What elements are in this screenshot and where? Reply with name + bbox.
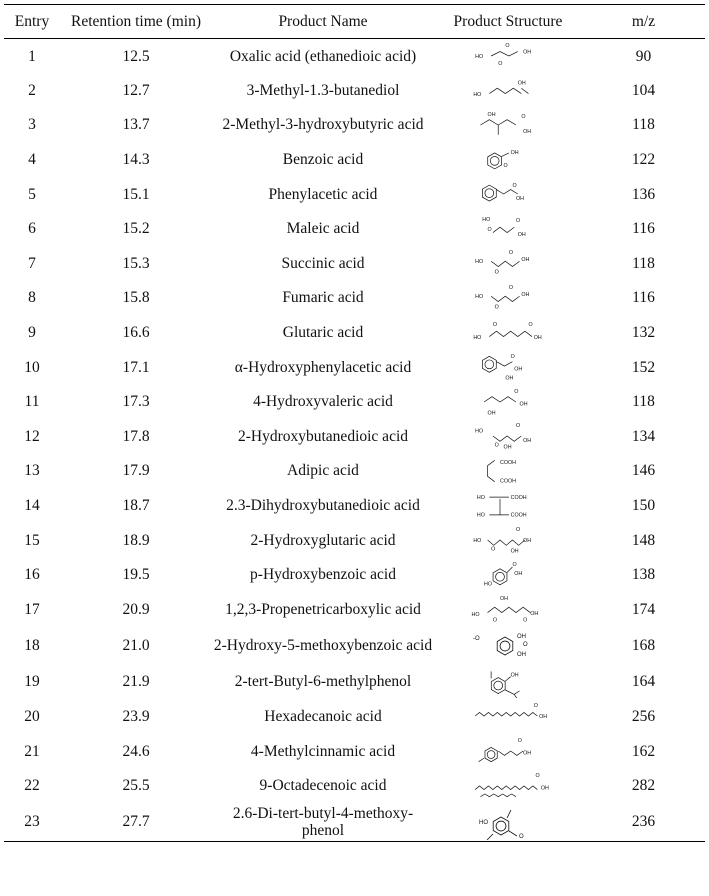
svg-text:OH: OH bbox=[533, 334, 542, 341]
retention-time-cell: 15.3 bbox=[122, 254, 150, 272]
svg-text:OH: OH bbox=[510, 548, 519, 555]
product-structure-cell bbox=[434, 73, 582, 108]
svg-text:OH: OH bbox=[510, 672, 519, 679]
mz-cell: 118 bbox=[632, 393, 655, 411]
alpha-hydroxyphenylacetic-acid-structure bbox=[463, 351, 553, 383]
svg-text:COOH: COOH bbox=[510, 494, 527, 501]
retention-time-cell: 13.7 bbox=[122, 116, 150, 134]
product-structure-cell bbox=[434, 419, 582, 454]
retention-time-cell: 21.0 bbox=[122, 637, 150, 655]
product-name-cell: Hexadecanoic acid bbox=[264, 707, 382, 725]
product-name-cell: 4-Hydroxyvaleric acid bbox=[253, 393, 393, 411]
product-structure-cell bbox=[434, 768, 582, 803]
product-name-cell: 3-Methyl-1.3-butanediol bbox=[246, 81, 400, 99]
header-product-name: Product Name bbox=[212, 5, 434, 39]
svg-text:OH: OH bbox=[487, 112, 496, 119]
svg-text:O: O bbox=[494, 270, 499, 277]
table-row bbox=[4, 73, 705, 108]
retention-time-cell: 16.6 bbox=[122, 324, 150, 342]
svg-text:HO: HO bbox=[475, 53, 484, 60]
entry-cell: 21 bbox=[24, 742, 40, 760]
svg-text:O: O bbox=[494, 442, 499, 449]
mz-cell: 122 bbox=[631, 151, 656, 169]
2-methyl-3-hydroxybutyric-acid-structure bbox=[463, 109, 553, 141]
svg-text:O: O bbox=[516, 527, 521, 534]
svg-text:OH: OH bbox=[539, 714, 548, 721]
svg-text:HO: HO bbox=[475, 259, 484, 266]
svg-text:OH: OH bbox=[505, 375, 514, 382]
product-name-cell: Oxalic acid (ethanedioic acid) bbox=[229, 47, 417, 65]
retention-time-cell: 27.7 bbox=[60, 803, 212, 842]
entry-cell: 12 bbox=[24, 427, 40, 445]
product-structure-cell bbox=[434, 592, 582, 627]
product-name-cell: Fumaric acid bbox=[282, 289, 364, 307]
retention-time-cell: 14.3 bbox=[122, 151, 150, 169]
product-table bbox=[4, 4, 705, 842]
product-structure-cell bbox=[434, 488, 582, 523]
3-methyl-1-3-butanediol-structure bbox=[463, 74, 553, 106]
svg-text:COOH: COOH bbox=[510, 512, 527, 519]
mz-cell: 104 bbox=[631, 81, 656, 99]
svg-text:O: O bbox=[508, 285, 514, 292]
header-mz: m/z bbox=[582, 5, 705, 39]
product-structure-cell bbox=[434, 246, 582, 281]
svg-text:O: O bbox=[498, 60, 503, 67]
entry-cell: 20 bbox=[24, 707, 40, 725]
table-row bbox=[4, 108, 705, 143]
entry-cell: 7 bbox=[28, 254, 36, 272]
svg-text:OH: OH bbox=[530, 611, 539, 618]
table-row bbox=[4, 627, 705, 665]
svg-text:O: O bbox=[516, 423, 521, 430]
mz-cell: 90 bbox=[635, 47, 652, 65]
table-row bbox=[4, 39, 705, 74]
svg-text:O: O bbox=[505, 43, 510, 50]
entry-cell: 3 bbox=[28, 116, 36, 134]
2-hydroxyglutaric-acid-structure bbox=[463, 524, 553, 556]
entry-cell: 11 bbox=[24, 393, 40, 411]
svg-text:OH: OH bbox=[523, 438, 532, 445]
svg-text:O: O bbox=[494, 304, 499, 311]
retention-time-cell: 12.5 bbox=[122, 47, 150, 65]
svg-text:OH: OH bbox=[519, 401, 528, 408]
table-row bbox=[4, 734, 705, 769]
table-row bbox=[4, 384, 705, 419]
svg-text:OH: OH bbox=[523, 128, 532, 135]
svg-text:O: O bbox=[508, 250, 514, 257]
product-structure-cell bbox=[434, 803, 582, 842]
product-name-cell: 2-Hydroxybutanedioic acid bbox=[237, 427, 408, 445]
mz-cell: 164 bbox=[631, 673, 656, 691]
mz-cell: 118 bbox=[632, 254, 655, 272]
svg-text:OH: OH bbox=[523, 49, 532, 56]
product-structure-cell bbox=[434, 523, 582, 558]
product-structure-cell bbox=[434, 627, 582, 665]
table-row bbox=[4, 281, 705, 316]
svg-text:O: O bbox=[521, 113, 526, 120]
svg-text:OH: OH bbox=[503, 444, 512, 451]
svg-text:HO: HO bbox=[475, 293, 484, 300]
svg-text:OH: OH bbox=[523, 750, 532, 757]
svg-text:O: O bbox=[523, 617, 528, 624]
retention-time-cell: 17.9 bbox=[122, 462, 150, 480]
entry-cell: 8 bbox=[28, 289, 36, 307]
product-name-cell: 9-Octadecenoic acid bbox=[259, 777, 387, 795]
product-structure-cell bbox=[434, 108, 582, 143]
product-name-cell: Phenylacetic acid bbox=[268, 185, 378, 203]
product-name-cell: 2.6-Di-tert-butyl-4-methoxy-phenol bbox=[212, 803, 434, 842]
table-body bbox=[4, 39, 705, 842]
mz-cell: 116 bbox=[632, 220, 655, 238]
entry-cell: 2 bbox=[28, 81, 36, 99]
product-structure-cell bbox=[434, 454, 582, 489]
entry-cell: 18 bbox=[24, 637, 40, 655]
product-name-cell: 2-Hydroxy-5-methoxybenzoic acid bbox=[213, 637, 433, 655]
2-tert-butyl-6-methylphenol-structure bbox=[463, 666, 553, 698]
product-name-cell: Maleic acid bbox=[286, 220, 360, 238]
svg-text:HO: HO bbox=[484, 581, 492, 588]
entry-cell: 16 bbox=[24, 566, 40, 584]
svg-text:HO: HO bbox=[482, 216, 491, 223]
product-name-cell: Succinic acid bbox=[281, 254, 365, 272]
svg-text:HO: HO bbox=[471, 612, 480, 619]
svg-text:OH: OH bbox=[500, 596, 508, 603]
4-hydroxyvaleric-acid-structure bbox=[463, 386, 553, 418]
retention-time-cell: 15.1 bbox=[122, 185, 150, 203]
retention-time-cell: 17.1 bbox=[122, 358, 150, 376]
mz-cell: 174 bbox=[631, 600, 656, 618]
mz-cell: 138 bbox=[631, 566, 656, 584]
svg-text:O: O bbox=[523, 641, 528, 648]
9-octadecenoic-acid-structure bbox=[463, 770, 553, 802]
svg-text:OH: OH bbox=[540, 785, 549, 792]
table-row bbox=[4, 803, 705, 842]
svg-text:HO: HO bbox=[479, 819, 488, 826]
retention-time-cell: 24.6 bbox=[122, 742, 150, 760]
di-tert-butyl-methoxyphenol-structure bbox=[463, 804, 553, 840]
product-name-cell: 2-tert-Butyl-6-methylphenol bbox=[234, 673, 412, 691]
product-name-cell: 2-Methyl-3-hydroxybutyric acid bbox=[222, 116, 424, 134]
table-row bbox=[4, 699, 705, 734]
svg-text:O: O bbox=[503, 162, 508, 169]
svg-text:O: O bbox=[514, 388, 519, 395]
svg-text:OH: OH bbox=[514, 366, 523, 373]
product-name-cell: 1,2,3-Propenetricarboxylic acid bbox=[225, 600, 421, 618]
svg-text:OH: OH bbox=[514, 570, 523, 577]
svg-text:OH: OH bbox=[516, 196, 524, 203]
retention-time-cell: 25.5 bbox=[122, 777, 150, 795]
product-structure-cell bbox=[434, 665, 582, 700]
entry-cell: 23 bbox=[4, 803, 60, 842]
svg-text:O: O bbox=[516, 217, 521, 224]
retention-time-cell: 21.9 bbox=[122, 673, 150, 691]
entry-cell: 17 bbox=[24, 600, 40, 618]
mz-cell: 168 bbox=[631, 637, 656, 655]
table-row bbox=[4, 142, 705, 177]
svg-text:O: O bbox=[491, 546, 496, 553]
svg-text:O: O bbox=[512, 561, 517, 568]
header-retention-time: Retention time (min) bbox=[60, 5, 212, 39]
mz-cell: 116 bbox=[632, 289, 655, 307]
svg-text:OH: OH bbox=[510, 149, 519, 156]
svg-text:OH: OH bbox=[521, 292, 530, 299]
product-structure-cell bbox=[434, 557, 582, 592]
header-row bbox=[4, 5, 705, 39]
product-name-cell: 4-Methylcinnamic acid bbox=[250, 742, 396, 760]
retention-time-cell: 20.9 bbox=[122, 600, 150, 618]
svg-text:HO: HO bbox=[476, 494, 485, 501]
table-row bbox=[4, 211, 705, 246]
svg-text:O: O bbox=[487, 226, 492, 233]
svg-text:O: O bbox=[492, 321, 498, 328]
svg-text:O: O bbox=[535, 772, 540, 779]
product-structure-cell bbox=[434, 211, 582, 246]
mz-cell: 162 bbox=[631, 742, 656, 760]
product-name-cell: Benzoic acid bbox=[282, 151, 364, 169]
product-structure-cell bbox=[434, 142, 582, 177]
mz-cell: 134 bbox=[631, 427, 656, 445]
2-hydroxy-5-methoxybenzoic-acid-structure bbox=[463, 628, 553, 664]
succinic-acid-structure bbox=[463, 247, 553, 279]
retention-time-cell: 12.7 bbox=[122, 81, 150, 99]
svg-text:COOH: COOH bbox=[500, 459, 516, 466]
retention-time-cell: 17.3 bbox=[122, 393, 150, 411]
hexadecanoic-acid-structure bbox=[463, 700, 553, 732]
header-product-structure: Product Structure bbox=[434, 5, 582, 39]
svg-text:O: O bbox=[510, 354, 515, 361]
svg-text:O: O bbox=[528, 321, 533, 328]
mz-cell: 118 bbox=[632, 116, 655, 134]
mz-cell: 152 bbox=[631, 358, 656, 376]
table-row bbox=[4, 768, 705, 803]
entry-cell: 22 bbox=[24, 777, 40, 795]
table-row bbox=[4, 350, 705, 385]
table-row bbox=[4, 419, 705, 454]
svg-text:OH: OH bbox=[521, 257, 530, 264]
svg-text:OH: OH bbox=[517, 633, 526, 640]
dihydroxybutanedioic-acid-structure bbox=[463, 490, 553, 522]
svg-text:COOH: COOH bbox=[500, 478, 516, 485]
table-row bbox=[4, 246, 705, 281]
header-entry: Entry bbox=[4, 5, 60, 39]
product-name-cell: 2-Hydroxyglutaric acid bbox=[250, 531, 396, 549]
table-row bbox=[4, 523, 705, 558]
mz-cell: 256 bbox=[631, 707, 656, 725]
mz-cell: 136 bbox=[631, 185, 656, 203]
svg-text:O: O bbox=[492, 617, 498, 624]
entry-cell: 9 bbox=[28, 324, 36, 342]
benzoic-acid-structure bbox=[463, 144, 553, 176]
p-hydroxybenzoic-acid-structure bbox=[463, 559, 553, 591]
retention-time-cell: 15.2 bbox=[122, 220, 150, 238]
svg-text:O: O bbox=[519, 833, 524, 840]
retention-time-cell: 19.5 bbox=[122, 566, 150, 584]
mz-cell: 146 bbox=[631, 462, 656, 480]
svg-text:HO: HO bbox=[476, 512, 485, 519]
svg-text:OH: OH bbox=[517, 81, 526, 88]
oxalic-acid-structure bbox=[463, 40, 553, 72]
retention-time-cell: 23.9 bbox=[122, 707, 150, 725]
entry-cell: 5 bbox=[28, 185, 36, 203]
product-name-cell: α-Hydroxyphenylacetic acid bbox=[234, 358, 412, 376]
svg-text:HO: HO bbox=[473, 334, 482, 341]
table-row bbox=[4, 177, 705, 212]
entry-cell: 14 bbox=[24, 497, 40, 515]
product-structure-cell bbox=[434, 177, 582, 212]
svg-text:-O: -O bbox=[473, 635, 480, 642]
mz-cell: 236 bbox=[582, 803, 705, 842]
adipic-acid-structure bbox=[463, 455, 553, 487]
svg-text:HO: HO bbox=[473, 537, 482, 544]
product-structure-cell bbox=[434, 699, 582, 734]
retention-time-cell: 18.7 bbox=[122, 497, 150, 515]
product-name-cell: p-Hydroxybenzoic acid bbox=[250, 566, 396, 584]
fumaric-acid-structure bbox=[463, 282, 553, 314]
table-row bbox=[4, 488, 705, 523]
phenylacetic-acid-structure bbox=[463, 178, 553, 210]
product-structure-cell bbox=[434, 315, 582, 350]
table-row bbox=[4, 557, 705, 592]
svg-text:OH: OH bbox=[517, 651, 526, 658]
glutaric-acid-structure bbox=[463, 317, 553, 349]
table-row bbox=[4, 315, 705, 350]
entry-cell: 6 bbox=[28, 220, 36, 238]
mz-cell: 282 bbox=[631, 777, 656, 795]
product-name-cell: Glutaric acid bbox=[282, 324, 364, 342]
product-structure-cell bbox=[434, 39, 582, 74]
svg-text:O: O bbox=[512, 183, 517, 190]
product-structure-cell bbox=[434, 384, 582, 419]
table-header bbox=[4, 5, 705, 39]
entry-cell: 19 bbox=[24, 673, 40, 691]
svg-text:O: O bbox=[533, 703, 538, 710]
entry-cell: 1 bbox=[28, 47, 36, 65]
mz-cell: 148 bbox=[631, 531, 656, 549]
product-structure-cell bbox=[434, 734, 582, 769]
svg-text:HO: HO bbox=[475, 428, 484, 435]
mz-cell: 150 bbox=[631, 497, 656, 515]
svg-text:O: O bbox=[517, 738, 522, 745]
svg-text:OH: OH bbox=[517, 231, 526, 238]
entry-cell: 4 bbox=[28, 151, 36, 169]
retention-time-cell: 15.8 bbox=[122, 289, 150, 307]
2-hydroxybutanedioic-acid-structure bbox=[463, 420, 553, 452]
svg-text:HO: HO bbox=[473, 92, 482, 99]
table-row bbox=[4, 592, 705, 627]
product-structure-cell bbox=[434, 281, 582, 316]
propenetricarboxylic-acid-structure bbox=[463, 593, 553, 625]
entry-cell: 10 bbox=[24, 358, 40, 376]
svg-text:OH: OH bbox=[523, 537, 532, 544]
table-row bbox=[4, 454, 705, 489]
svg-text:OH: OH bbox=[487, 410, 496, 417]
entry-cell: 15 bbox=[24, 531, 40, 549]
product-name-cell: 2.3-Dihydroxybutanedioic acid bbox=[226, 497, 420, 515]
mz-cell: 132 bbox=[631, 324, 656, 342]
retention-time-cell: 17.8 bbox=[122, 427, 150, 445]
product-name-cell: Adipic acid bbox=[287, 462, 359, 480]
table-row bbox=[4, 665, 705, 700]
retention-time-cell: 18.9 bbox=[122, 531, 150, 549]
product-structure-cell bbox=[434, 350, 582, 385]
maleic-acid-structure bbox=[463, 213, 553, 245]
entry-cell: 13 bbox=[24, 462, 40, 480]
4-methylcinnamic-acid-structure bbox=[463, 735, 553, 767]
